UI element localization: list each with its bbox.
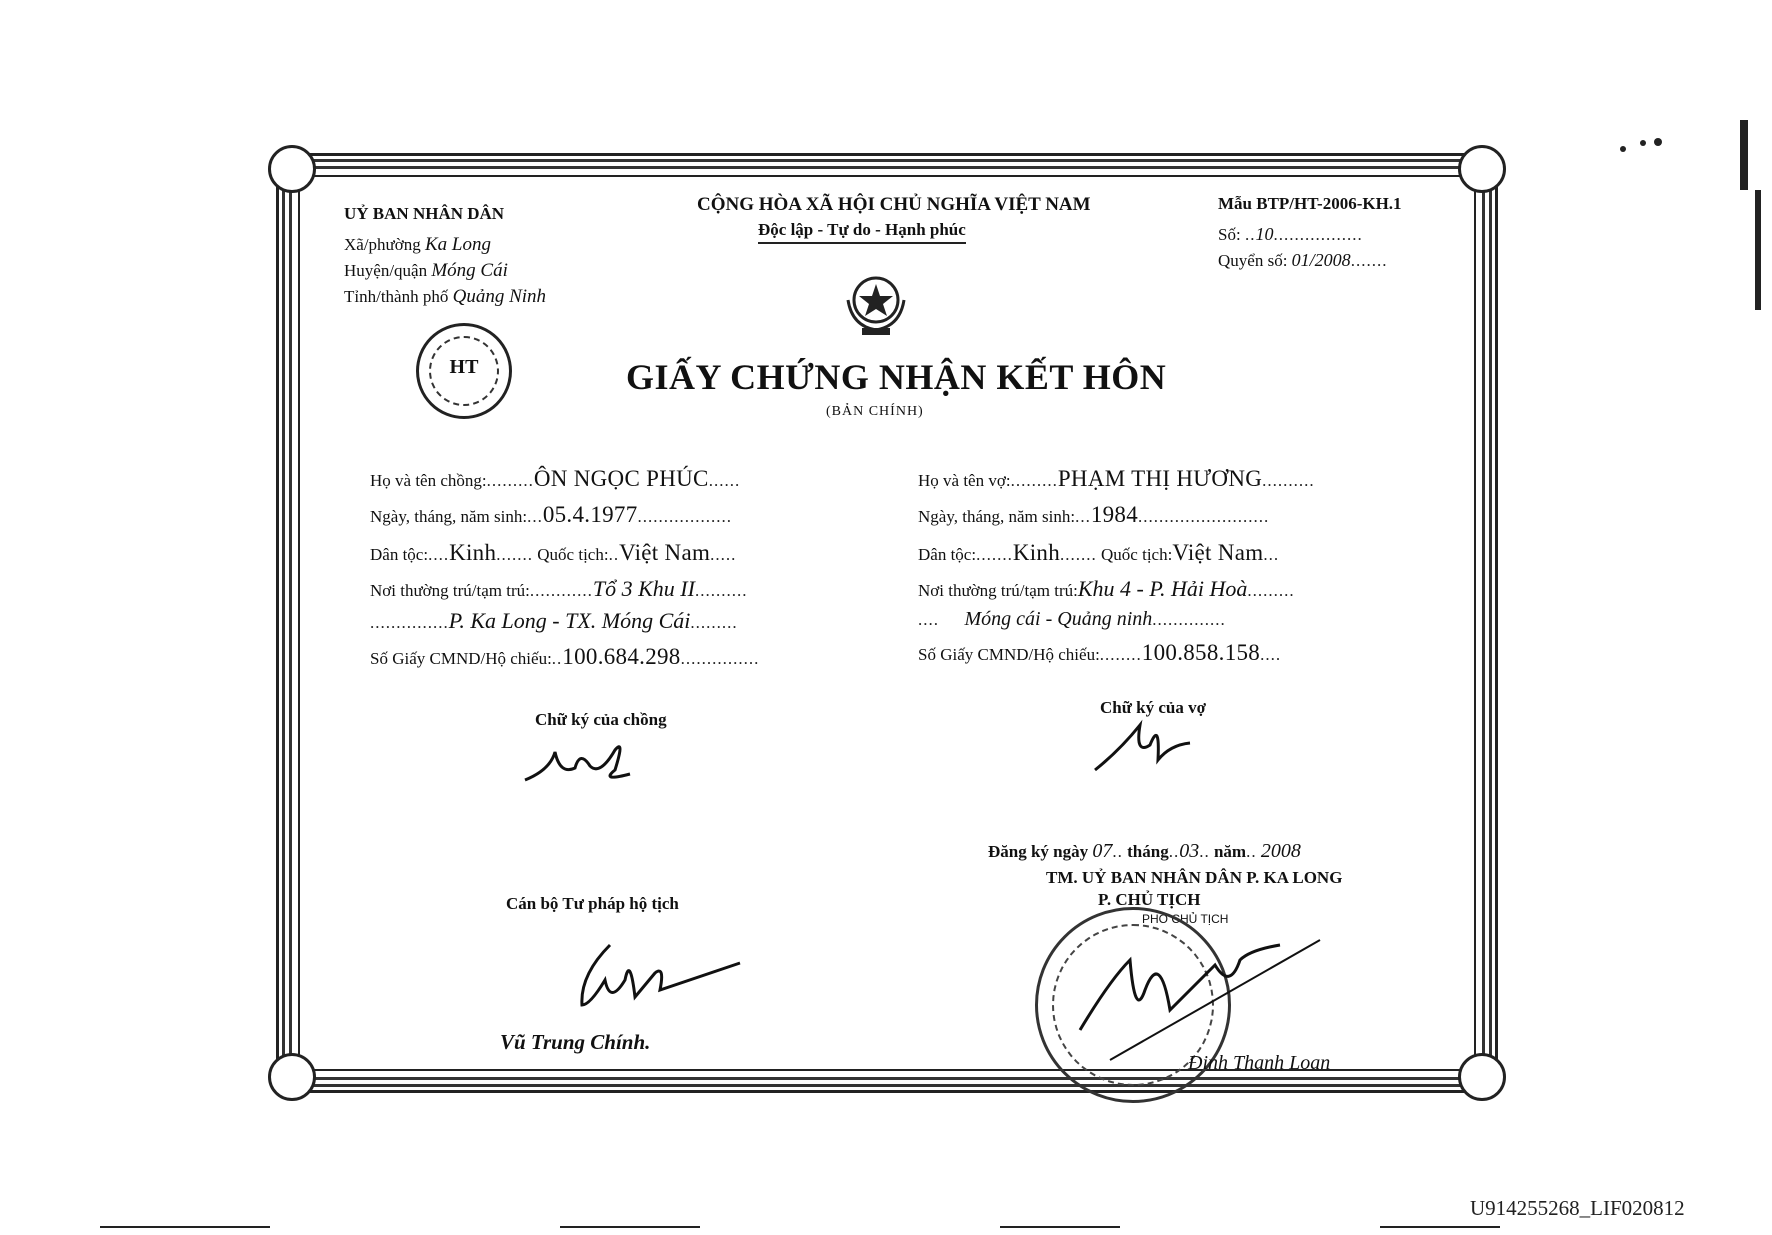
wife-residence-label: Nơi thường trú/tạm trú:: [918, 581, 1078, 600]
husband-residence-row2: ...............P. Ka Long - TX. Móng Cái.........: [370, 608, 738, 633]
ht-stamp: [416, 323, 512, 419]
province-line: [344, 286, 546, 308]
husband-id-row: Số Giấy CMND/Hộ chiếu:..100.684.298...............: [370, 644, 760, 669]
wife-dob-label: Ngày, tháng, năm sinh:: [918, 507, 1076, 526]
scan-noise: [100, 1226, 270, 1228]
husband-residence-line1: Tổ 3 Khu II: [592, 576, 695, 601]
husband-dob-row: Ngày, tháng, năm sinh:...05.4.1977..................: [370, 502, 733, 527]
book-value: 01/2008: [1291, 250, 1351, 270]
husband-ethnic-value: Kinh: [449, 540, 497, 565]
number-value: 10: [1255, 224, 1274, 244]
registration-position: P. CHỦ TỊCH: [1098, 890, 1201, 909]
scan-noise: [560, 1226, 700, 1228]
committee-heading: UỶ BAN NHÂN DÂN: [344, 204, 505, 223]
province-value: Quảng Ninh: [452, 286, 547, 307]
wife-nationality-value: Việt Nam: [1172, 540, 1264, 565]
scan-noise: [1620, 146, 1626, 152]
page-title: GIẤY CHỨNG NHẬN KẾT HÔN: [626, 357, 1167, 397]
wife-id-row: Số Giấy CMND/Hộ chiếu:........100.858.158....: [918, 640, 1282, 665]
registration-stamp-sub: PHÓ CHỦ TỊCH: [1142, 912, 1229, 926]
corner-ornament-icon: [268, 145, 316, 193]
registration-month-label: tháng: [1127, 842, 1169, 861]
husband-name-row: Họ và tên chồng:.........ÔN NGỌC PHÚC......: [370, 466, 741, 491]
document-code: U914255268_LIF020812: [1470, 1196, 1685, 1220]
husband-id-value: 100.684.298: [562, 644, 681, 669]
official-name: Vũ Trung Chính.: [500, 1030, 651, 1054]
official-signature-icon: [570, 935, 750, 1015]
official-label: Cán bộ Tư pháp hộ tịch: [506, 894, 679, 913]
husband-nationality-value: Việt Nam: [619, 540, 711, 565]
corner-ornament-icon: [1458, 145, 1506, 193]
chairman-signature-icon: [1050, 920, 1330, 1070]
chairman-name: Đinh Thanh Loan: [1188, 1052, 1331, 1074]
scan-noise: [1640, 140, 1646, 146]
country-heading: CỘNG HÒA XÃ HỘI CHỦ NGHĨA VIỆT NAM: [697, 194, 1091, 215]
book-line: Quyển số: 01/2008.......: [1218, 250, 1388, 270]
wife-name-row: Họ và tên vợ:.........PHẠM THỊ HƯƠNG..........: [918, 466, 1315, 491]
national-emblem-icon: [838, 270, 914, 338]
district-line: [344, 260, 508, 282]
province-label: Tỉnh/thành phố: [344, 287, 449, 306]
wife-residence-line1: Khu 4 - P. Hải Hoà: [1077, 576, 1248, 601]
husband-signature-label: Chữ ký của chồng: [535, 710, 667, 729]
wife-signature-icon: [1090, 715, 1200, 775]
wife-ethnic-label: Dân tộc:: [918, 545, 977, 564]
husband-residence-row: Nơi thường trú/tạm trú:............Tổ 3 Khu II..........: [370, 576, 748, 601]
district-label: Huyện/quận: [344, 261, 428, 280]
husband-signature-icon: [520, 730, 650, 790]
scan-noise: [1380, 1226, 1500, 1228]
husband-ethnic-label: Dân tộc:: [370, 545, 429, 564]
scan-noise: [1755, 190, 1761, 310]
husband-nationality-label: Quốc tịch:: [537, 545, 609, 564]
book-label: Quyển số:: [1218, 251, 1288, 270]
husband-residence-label: Nơi thường trú/tạm trú:: [370, 581, 530, 600]
wife-name-label: Họ và tên vợ:: [918, 471, 1011, 490]
husband-name-value: ÔN NGỌC PHÚC: [533, 466, 709, 491]
corner-ornament-icon: [1458, 1053, 1506, 1101]
scan-noise: [1740, 120, 1748, 190]
ht-stamp-label: HT: [449, 356, 479, 378]
wife-dob-row: Ngày, tháng, năm sinh:...1984.........................: [918, 502, 1270, 527]
wife-residence-row: Nơi thường trú/tạm trú:Khu 4 - P. Hải Hoà.........: [918, 576, 1295, 601]
husband-dob-value: 05.4.1977: [542, 502, 638, 527]
form-code: Mẫu BTP/HT-2006-KH.1: [1218, 194, 1402, 213]
wife-residence-line2: Móng cái - Quảng ninh: [964, 608, 1153, 630]
wife-residence-row2: .... Móng cái - Quảng ninh..............: [918, 608, 1226, 630]
registration-authority: TM. UỶ BAN NHÂN DÂN P. KA LONG: [1046, 868, 1343, 887]
page-subtitle: (BẢN CHÍNH): [826, 404, 924, 419]
scan-noise: [1654, 138, 1662, 146]
scan-noise: [1000, 1226, 1120, 1228]
wife-id-value: 100.858.158: [1141, 640, 1261, 665]
wife-id-label: Số Giấy CMND/Hộ chiếu:: [918, 645, 1100, 664]
ward-value: Ka Long: [425, 234, 491, 255]
corner-ornament-icon: [268, 1053, 316, 1101]
wife-signature-label: Chữ ký của vợ: [1100, 698, 1207, 717]
wife-dob-value: 1984: [1090, 502, 1139, 527]
wife-name-value: PHẠM THỊ HƯƠNG: [1057, 466, 1263, 491]
registration-date-row: Đăng ký ngày 07.. tháng..03.. năm.. 2008: [988, 840, 1301, 862]
district-value: Móng Cái: [431, 260, 508, 281]
number-line: Số: ..10.................: [1218, 224, 1363, 244]
registration-day-label: Đăng ký ngày: [988, 842, 1089, 861]
registration-day-value: 07: [1092, 840, 1113, 862]
husband-residence-line2: P. Ka Long - TX. Móng Cái: [448, 608, 691, 633]
ward-line: [344, 234, 491, 256]
registration-month-value: 03: [1179, 840, 1200, 862]
husband-dob-label: Ngày, tháng, năm sinh:: [370, 507, 528, 526]
motto: Độc lập - Tự do - Hạnh phúc: [758, 220, 966, 244]
registration-year-value: 2008: [1260, 840, 1301, 862]
registration-year-label: năm: [1213, 842, 1247, 861]
husband-name-label: Họ và tên chồng:: [370, 471, 487, 490]
wife-ethnic-row: Dân tộc:.......Kinh....... Quốc tịch:Việt Nam...: [918, 540, 1280, 565]
ward-label: Xã/phường: [344, 235, 421, 254]
husband-id-label: Số Giấy CMND/Hộ chiếu:: [370, 649, 552, 668]
number-label: Số:: [1218, 225, 1241, 244]
wife-nationality-label: Quốc tịch:: [1101, 545, 1173, 564]
husband-ethnic-row: Dân tộc:....Kinh....... Quốc tịch:..Việt Nam.....: [370, 540, 737, 565]
wife-ethnic-value: Kinh: [1012, 540, 1061, 565]
